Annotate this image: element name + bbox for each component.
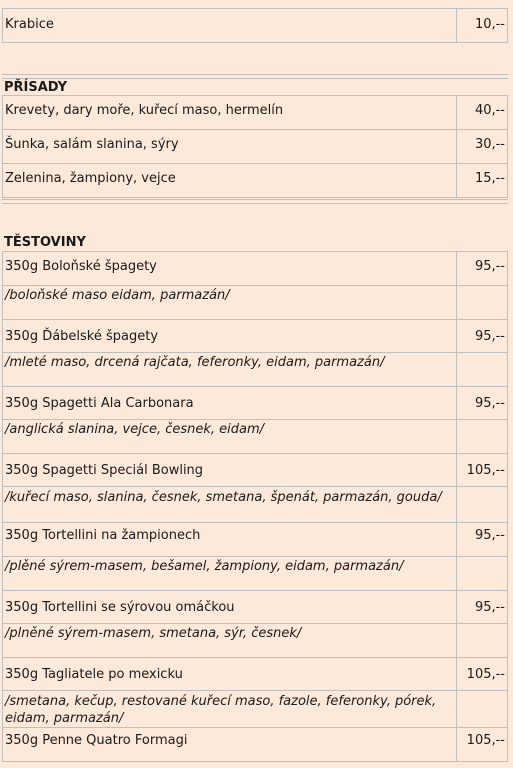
item-price: 95,-- bbox=[457, 591, 508, 624]
section-divider bbox=[2, 199, 508, 204]
item-description: /anglická slanina, vejce, česnek, eidam/ bbox=[3, 420, 457, 454]
item-name: 350g Tortellini se sýrovou omáčkou bbox=[3, 591, 457, 624]
item-name: 350g Spagetti Ala Carbonara bbox=[3, 387, 457, 420]
item-price: 40,-- bbox=[457, 96, 508, 130]
item-description: /smetana, kečup, restované kuřecí maso, fazole, feferonky, pórek, eidam, parmazán/ bbox=[3, 691, 457, 728]
item-name: Zelenina, žampiony, vejce bbox=[3, 164, 457, 198]
krabice-table bbox=[2, 8, 508, 43]
item-price: 95,-- bbox=[457, 523, 508, 557]
item-price: 95,-- bbox=[457, 320, 508, 353]
item-name: 350g Penne Quatro Formagi bbox=[3, 728, 457, 762]
item-price: 105,-- bbox=[457, 728, 508, 762]
item-description: /boloňské maso eidam, parmazán/ bbox=[3, 286, 457, 320]
item-price: 15,-- bbox=[457, 164, 508, 198]
item-name: 350g Tagliatele po mexicku bbox=[3, 658, 457, 691]
section-title-prisady: PŘÍSADY bbox=[4, 80, 68, 95]
item-name: Krevety, dary moře, kuřecí maso, hermelín bbox=[3, 96, 457, 130]
item-name: 350g Tortellini na žampionech bbox=[3, 523, 457, 557]
item-price: 105,-- bbox=[457, 454, 508, 487]
item-name: 350g Boloňské špagety bbox=[3, 252, 457, 286]
item-price: 95,-- bbox=[457, 252, 508, 286]
item-name: 350g Spagetti Speciál Bowling bbox=[3, 454, 457, 487]
item-price: 95,-- bbox=[457, 387, 508, 420]
item-description: /plěné sýrem-masem, bešamel, žampiony, eidam, parmazán/ bbox=[3, 557, 457, 591]
item-description: /kuřecí maso, slanina, česnek, smetana, špenát, parmazán, gouda/ bbox=[3, 487, 457, 523]
section-divider bbox=[2, 74, 508, 79]
item-description: /plněné sýrem-masem, smetana, sýr, česnek/ bbox=[3, 624, 457, 658]
item-name: Krabice bbox=[3, 9, 457, 43]
item-price: 30,-- bbox=[457, 130, 508, 164]
testoviny-table bbox=[2, 251, 508, 762]
item-price: 105,-- bbox=[457, 658, 508, 691]
section-title-testoviny: TĚSTOVINY bbox=[4, 235, 86, 250]
item-description: /mleté maso, drcená rajčata, feferonky, eidam, parmazán/ bbox=[3, 353, 457, 387]
item-name: 350g Ďábelské špagety bbox=[3, 320, 457, 353]
prisady-table bbox=[2, 95, 508, 198]
item-name: Šunka, salám slanina, sýry bbox=[3, 130, 457, 164]
item-price: 10,-- bbox=[457, 9, 508, 43]
